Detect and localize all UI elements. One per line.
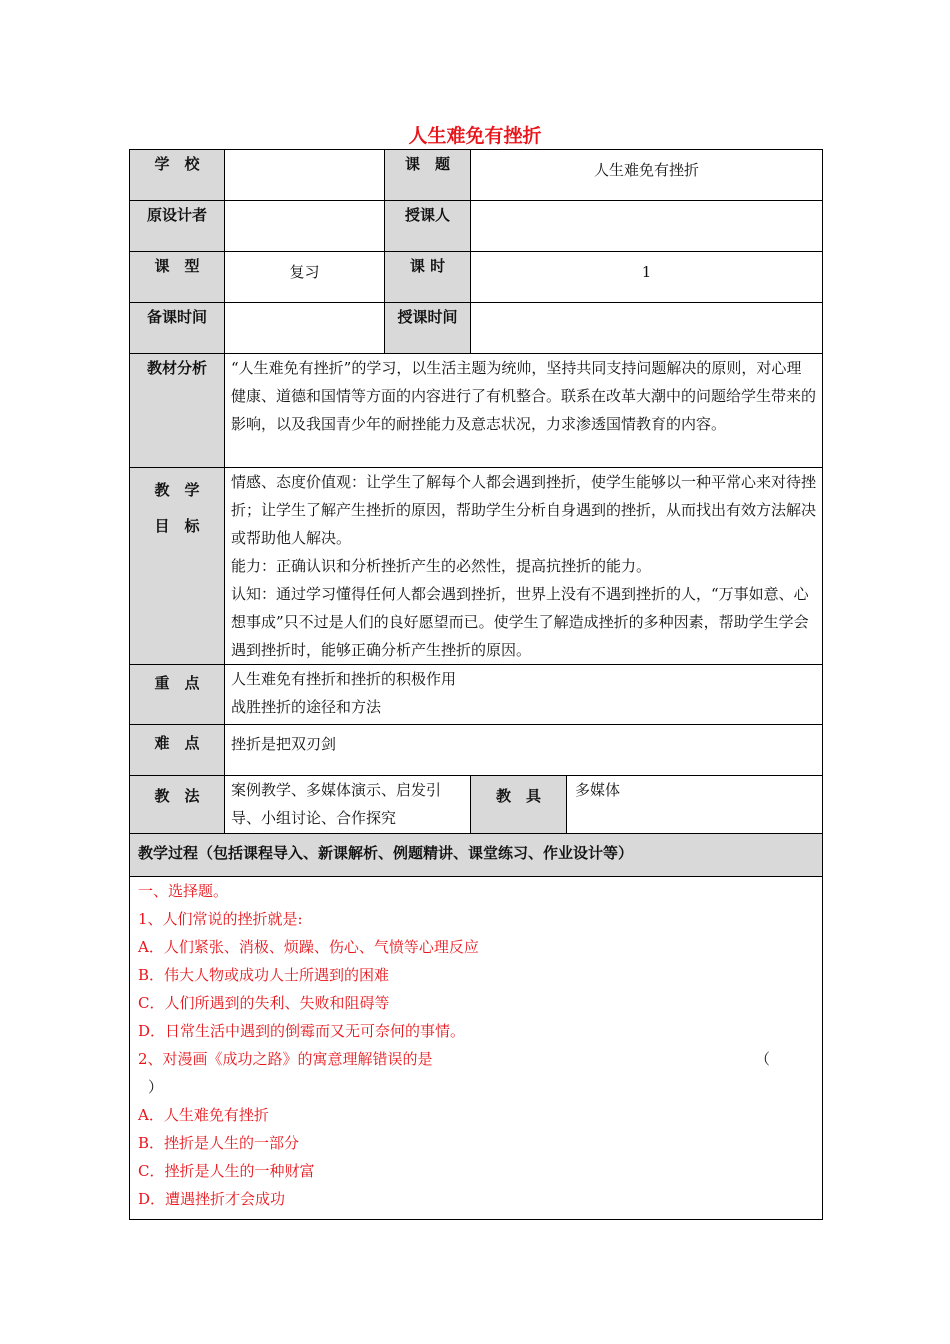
prep-time-value bbox=[225, 303, 385, 354]
section-heading: 一、选择题。 bbox=[138, 882, 229, 900]
teach-time-value bbox=[471, 303, 823, 354]
designer-value bbox=[225, 201, 385, 252]
type-value: 复习 bbox=[225, 252, 385, 303]
analysis-label: 教材分析 bbox=[130, 354, 225, 468]
difficulty-text: 挫折是把双刃剑 bbox=[225, 725, 823, 776]
prep-time-label: 备课时间 bbox=[130, 303, 225, 354]
row-designer bbox=[130, 201, 823, 252]
analysis-text: “人生难免有挫折”的学习，以生活主题为统帅，坚持共同支持问题解决的原则，对心理健康、道德和国情等方面的内容进行了有机整合。联系在改革大潮中的问题给学生带来的影响，以及我国青少年的耐挫能力及意志状况，力求渗透国情教育的内容。 bbox=[225, 354, 823, 468]
question-2-text: 2、对漫画《成功之路》的寓意理解错误的是 bbox=[138, 1050, 433, 1068]
row-key-points bbox=[130, 665, 823, 725]
difficulty-label: 难 点 bbox=[130, 725, 225, 776]
q1-option-c: C．人们所遇到的失利、失败和阻碍等 bbox=[138, 994, 390, 1012]
q2-option-d: D．遭遇挫折才会成功 bbox=[138, 1190, 286, 1208]
teach-time-label: 授课时间 bbox=[385, 303, 471, 354]
row-goals bbox=[130, 468, 823, 665]
goals-label-line-2: 目 标 bbox=[154, 517, 200, 535]
hours-label: 课 时 bbox=[385, 252, 471, 303]
teacher-value bbox=[471, 201, 823, 252]
key-point-1: 人生难免有挫折和挫折的积极作用 bbox=[231, 670, 457, 688]
teacher-label: 授课人 bbox=[385, 201, 471, 252]
goal-ability: 能力：正确认识和分析挫折产生的必然性，提高抗挫折的能力。 bbox=[231, 557, 652, 575]
type-label: 课 型 bbox=[130, 252, 225, 303]
question-1: 1、人们常说的挫折就是: bbox=[138, 910, 303, 928]
q1-option-d: D．日常生活中遇到的倒霉而又无可奈何的事情。 bbox=[138, 1022, 466, 1040]
question-2 bbox=[138, 1045, 814, 1073]
school-label: 学 校 bbox=[130, 150, 225, 201]
exercises bbox=[130, 877, 823, 1220]
designer-label: 原设计者 bbox=[130, 201, 225, 252]
q2-option-b: B．挫折是人生的一部分 bbox=[138, 1134, 300, 1152]
row-method bbox=[130, 776, 823, 834]
q2-option-a: A．人生难免有挫折 bbox=[138, 1106, 269, 1124]
method-label: 教 法 bbox=[130, 776, 225, 834]
row-exercises bbox=[130, 877, 823, 1220]
key-points bbox=[225, 665, 823, 725]
goals-text bbox=[225, 468, 823, 665]
question-2-paren-close: ） bbox=[148, 1078, 164, 1096]
question-2-paren-open: （ bbox=[755, 1050, 771, 1068]
goal-cognition: 认知：通过学习懂得任何人都会遇到挫折，世界上没有不遇到挫折的人，“万事如意、心想事成”只不过是人们的良好愿望而已。使学生了解造成挫折的多种因素，帮助学生学会遇到挫折时，能够正确分析产生挫折的原因。 bbox=[231, 585, 809, 659]
row-analysis bbox=[130, 354, 823, 468]
page-title: 人生难免有挫折 bbox=[408, 125, 542, 147]
key-point-2: 战胜挫折的途径和方法 bbox=[231, 698, 382, 716]
goals-label bbox=[130, 468, 225, 665]
tools-text: 多媒体 bbox=[567, 776, 823, 834]
q2-option-c: C．挫折是人生的一种财富 bbox=[138, 1162, 315, 1180]
method-text: 案例教学、多媒体演示、启发引导、小组讨论、合作探究 bbox=[225, 776, 471, 834]
topic-label: 课 题 bbox=[385, 150, 471, 201]
row-type bbox=[130, 252, 823, 303]
school-value bbox=[225, 150, 385, 201]
row-school bbox=[130, 150, 823, 201]
goal-emotion: 情感、态度价值观：让学生了解每个人都会遇到挫折，使学生能够以一种平常心来对待挫折；让学生了解产生挫折的原因，帮助学生分析自身遇到的挫折，从而找出有效方法解决或帮助他人解决。 bbox=[231, 473, 817, 547]
row-difficulty bbox=[130, 725, 823, 776]
key-label: 重 点 bbox=[130, 665, 225, 725]
topic-value: 人生难免有挫折 bbox=[471, 150, 823, 201]
goals-label-line-1: 教 学 bbox=[154, 481, 200, 499]
q1-option-a: A．人们紧张、消极、烦躁、伤心、气愤等心理反应 bbox=[138, 938, 479, 956]
hours-value: 1 bbox=[471, 252, 823, 303]
q1-option-b: B．伟大人物或成功人士所遇到的困难 bbox=[138, 966, 390, 984]
row-process-header bbox=[130, 834, 823, 877]
tools-label: 教 具 bbox=[471, 776, 567, 834]
lesson-plan-table bbox=[129, 149, 823, 1220]
process-header: 教学过程（包括课程导入、新课解析、例题精讲、课堂练习、作业设计等） bbox=[130, 834, 823, 877]
row-time bbox=[130, 303, 823, 354]
